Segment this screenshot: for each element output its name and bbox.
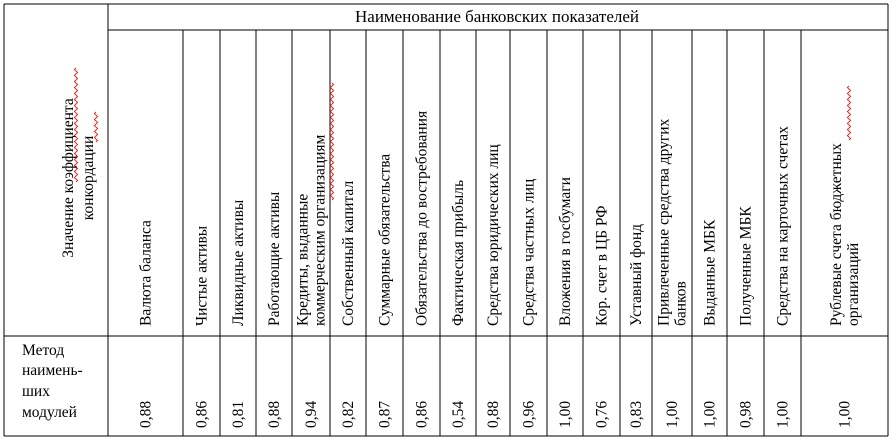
coef-header: [60, 98, 97, 258]
column-label: Полученные МБК: [737, 206, 755, 326]
column-label: Кредиты, выданные: [294, 193, 312, 326]
column-label: Привлеченные средства других: [655, 118, 673, 326]
column-label: Ликвидные активы: [230, 199, 247, 326]
column-value: 0,82: [340, 400, 357, 428]
method-label-line1: Метод: [22, 342, 65, 359]
column-value: 0,54: [450, 400, 467, 428]
spellcheck-underline: [847, 86, 850, 140]
column-value: 0,86: [193, 400, 211, 428]
method-label-line2: наимень-: [22, 362, 83, 379]
column-label: организаций: [845, 242, 862, 326]
column-value: 0,81: [230, 400, 247, 428]
column-value: 0,94: [303, 400, 320, 428]
column-label: коммерческим организациям: [311, 134, 329, 326]
column-value: 0,96: [520, 400, 538, 428]
column-value: 0,98: [737, 400, 755, 428]
column-value: 0,87: [376, 400, 394, 428]
column-value: 1,00: [701, 400, 719, 428]
column-label: Суммарные обязательства: [376, 153, 394, 326]
coef-header-line1: Значение коэффициента: [60, 98, 77, 258]
column-label: Фактическая прибыль: [450, 179, 467, 326]
column-label: Уставный фонд: [628, 223, 645, 326]
column-label: Средства юридических лиц: [485, 144, 502, 326]
spellcheck-underline: [330, 83, 333, 200]
method-label-line3: ших: [22, 383, 50, 400]
column-label: Средства на карточных счетах: [774, 126, 792, 326]
value-row: [138, 401, 854, 428]
column-label: Кор. счет в ЦБ РФ: [593, 205, 611, 326]
column-value: 1,00: [557, 400, 574, 428]
column-headers: [138, 111, 863, 326]
table-grid: [4, 4, 888, 436]
coef-header-line2: конкордации: [80, 135, 97, 221]
column-value: 0,83: [628, 400, 645, 428]
column-value: 1,00: [836, 400, 854, 428]
group-header: Наименование банковских показателей: [355, 7, 639, 26]
column-label: Вложения в госбумаги: [557, 177, 574, 326]
column-label: Чистые активы: [193, 225, 211, 326]
column-label: Рублевые счета бюджетных: [828, 143, 845, 326]
method-label: [22, 342, 83, 421]
column-value: 0,86: [413, 400, 431, 428]
column-label: Работающие активы: [266, 191, 283, 326]
column-label: Выданные МБК: [701, 219, 719, 326]
column-label: Собственный капитал: [340, 180, 357, 326]
column-label: банков: [672, 281, 690, 326]
method-label-line4: модулей: [22, 404, 77, 421]
column-label: Валюта баланса: [137, 220, 155, 326]
column-value: 0,88: [485, 400, 502, 428]
column-value: 0,88: [266, 400, 283, 428]
column-value: 1,00: [774, 400, 792, 428]
column-value: 0,88: [137, 400, 155, 428]
column-label: Средства частных лиц: [520, 178, 538, 326]
column-value: 1,00: [664, 400, 681, 428]
column-value: 0,76: [593, 400, 611, 428]
column-label: Обязательства до востребования: [413, 110, 431, 326]
